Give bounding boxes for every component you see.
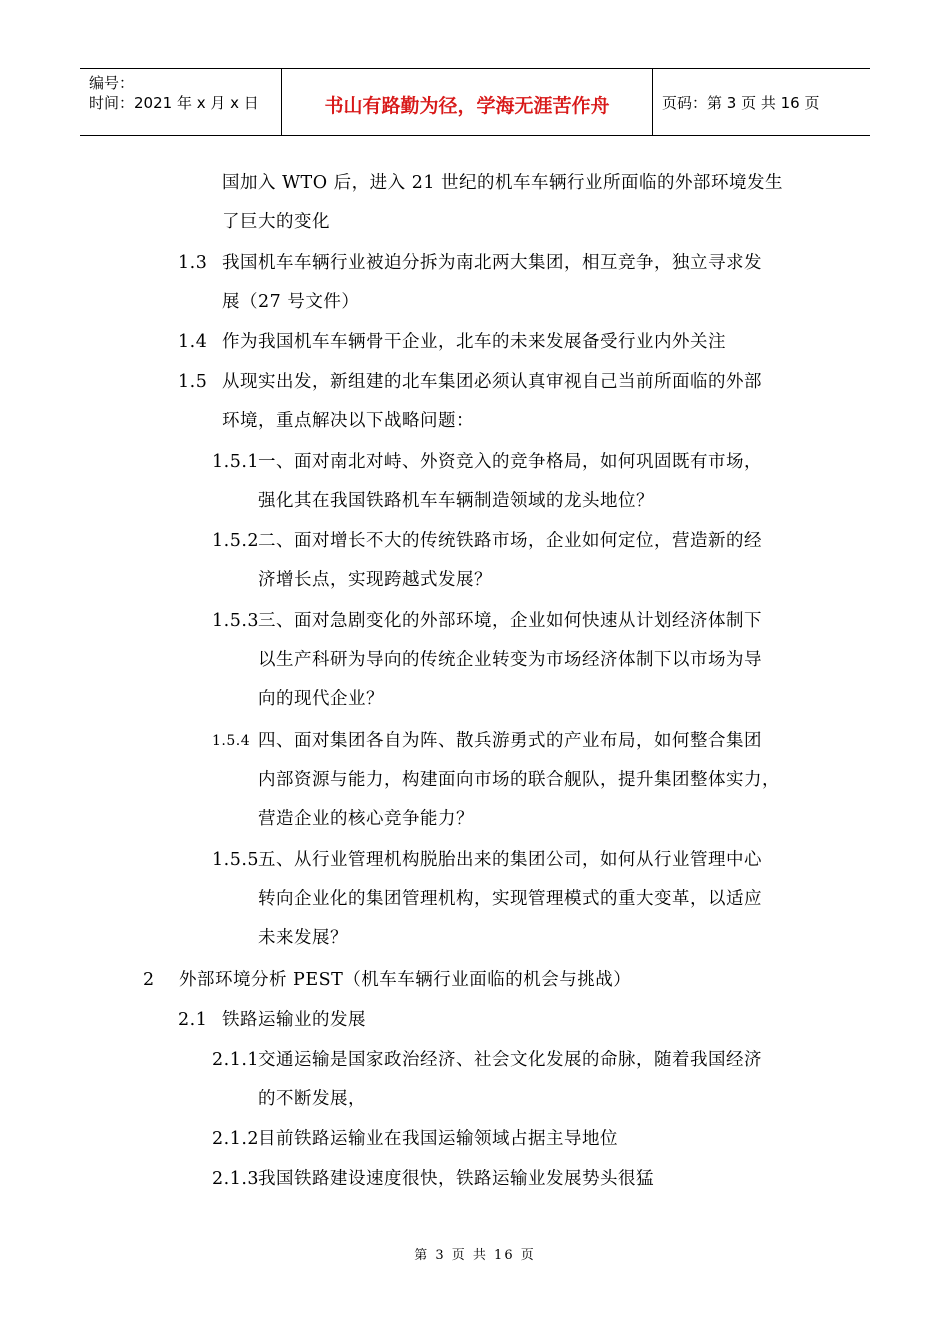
footer-page-number: 第 3 页 共 16 页 (414, 1248, 536, 1263)
list-item (212, 522, 762, 600)
text-line: 营造企业的核心竞争能力？ (258, 809, 474, 829)
text-line: 交通运输是国家政治经济、社会文化发展的命脉，随着我国经济 (258, 1050, 762, 1070)
list-item (212, 443, 762, 521)
list-item (178, 363, 762, 441)
text-line: 以生产科研为导向的传统企业转变为市场经济体制下以市场为导 (258, 650, 762, 670)
list-item (212, 602, 762, 719)
text-line: 环境，重点解决以下战略问题： (222, 411, 474, 431)
header-page-info (653, 69, 870, 135)
text-line: 外部环境分析 PEST（机车车辆行业面临的机会与挑战） (179, 970, 632, 990)
section-heading (143, 961, 632, 1000)
list-item (212, 1120, 618, 1159)
text-line: 济增长点，实现跨越式发展？ (258, 570, 492, 590)
text-line: 目前铁路运输业在我国运输领域占据主导地位 (258, 1129, 618, 1149)
text-line: 了巨大的变化 (222, 212, 330, 232)
paragraph (222, 164, 783, 242)
text-line: 未来发展？ (258, 928, 348, 948)
text-line: 的不断发展， (258, 1089, 366, 1109)
motto-text: 书山有路勤为径，学海无涯苦作舟 (324, 94, 610, 117)
text-line: 从现实出发，新组建的北车集团必须认真审视自己当前所面临的外部 (222, 372, 762, 392)
document-date: 时间：2021 年 x 月 x 日 (89, 94, 259, 112)
text-line: 转向企业化的集团管理机构，实现管理模式的重大变革，以适应 (258, 889, 762, 909)
text-line: 内部资源与能力，构建面向市场的联合舰队，提升集团整体实力， (258, 770, 780, 790)
item-number: 1.3 (178, 253, 208, 273)
item-number: 1.5 (178, 372, 208, 392)
item-number: 1.5.2 (212, 531, 260, 551)
text-line: 五、从行业管理机构脱胎出来的集团公司，如何从行业管理中心 (258, 850, 762, 870)
item-number: 2.1 (178, 1010, 208, 1030)
page-info-text: 页码：第 3 页 共 16 页 (662, 93, 820, 112)
text-line: 四、面对集团各自为阵、散兵游勇式的产业布局，如何整合集团 (258, 731, 762, 751)
text-line: 强化其在我国铁路机车车辆制造领域的龙头地位？ (258, 491, 654, 511)
header-motto (282, 69, 653, 135)
item-number: 2.1.3 (212, 1169, 260, 1189)
document-number-label: 编号： (89, 74, 135, 92)
list-item (212, 841, 762, 958)
list-item (212, 1041, 762, 1119)
list-item (212, 1160, 654, 1199)
list-item (178, 244, 762, 322)
text-line: 展（27 号文件） (222, 292, 360, 312)
list-item (178, 323, 726, 362)
item-number: 1.5.4 (212, 733, 251, 749)
item-number: 1.5.3 (212, 611, 260, 631)
text-line: 一、面对南北对峙、外资竞入的竞争格局，如何巩固既有市场， (258, 452, 762, 472)
list-item (178, 1001, 366, 1040)
item-number: 2.1.2 (212, 1129, 260, 1149)
text-line: 国加入 WTO 后，进入 21 世纪的机车车辆行业所面临的外部环境发生 (222, 173, 784, 193)
text-line: 三、面对急剧变化的外部环境，企业如何快速从计划经济体制下 (258, 611, 762, 631)
list-item (212, 722, 780, 839)
item-number: 1.5.1 (212, 452, 260, 472)
text-line: 作为我国机车车辆骨干企业，北车的未来发展备受行业内外关注 (222, 332, 726, 352)
page-header (80, 68, 870, 136)
text-line: 我国机车车辆行业被迫分拆为南北两大集团，相互竞争，独立寻求发 (222, 253, 762, 273)
header-meta (80, 69, 282, 135)
item-number: 2.1.1 (212, 1050, 260, 1070)
item-number: 1.4 (178, 332, 208, 352)
page-footer (0, 1244, 950, 1263)
text-line: 二、面对增长不大的传统铁路市场，企业如何定位，营造新的经 (258, 531, 762, 551)
text-line: 向的现代企业？ (258, 689, 384, 709)
text-line: 我国铁路建设速度很快，铁路运输业发展势头很猛 (258, 1169, 654, 1189)
item-number: 1.5.5 (212, 850, 260, 870)
text-line: 铁路运输业的发展 (222, 1010, 366, 1030)
item-number: 2 (143, 970, 155, 990)
